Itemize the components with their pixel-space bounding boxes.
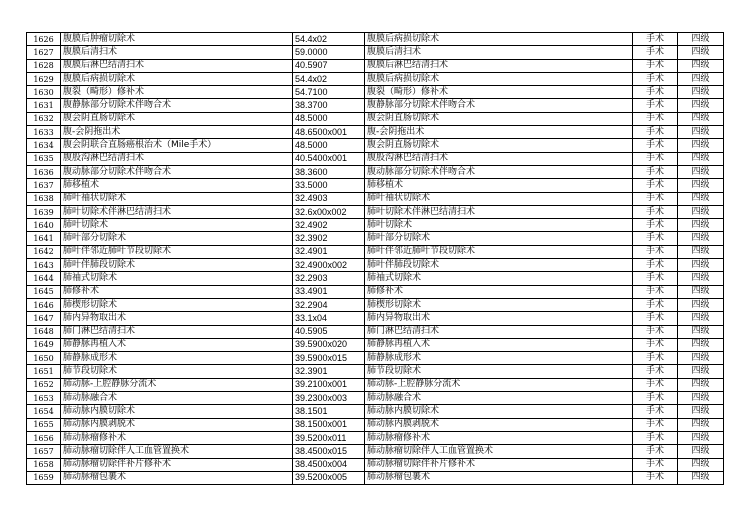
row-number-cell: 1629: [27, 72, 61, 85]
table-row: [27, 33, 724, 46]
procedure-level-cell: 四级: [678, 46, 724, 59]
procedure-type-cell: 手术: [633, 312, 678, 325]
procedure-level-cell: 四级: [678, 192, 724, 205]
table-row: [27, 59, 724, 72]
procedure-code-cell: 32.4903: [293, 192, 365, 205]
row-number-cell: 1647: [27, 312, 61, 325]
row-number-cell: 1631: [27, 99, 61, 112]
procedure-type-cell: 手术: [633, 205, 678, 218]
procedure-name-cell: 肺动脉内膜切除术: [61, 405, 293, 418]
procedure-name-cell: 腹膜后肿瘤切除术: [61, 33, 293, 46]
procedure-type-cell: 手术: [633, 192, 678, 205]
procedure-type-cell: 手术: [633, 352, 678, 365]
procedure-name-cell: 腹股沟淋巴结清扫术: [61, 152, 293, 165]
procedure-type-cell: 手术: [633, 431, 678, 444]
procedure-code-cell: 54.7100: [293, 86, 365, 99]
mapped-procedure-name-cell: 肺动脉瘤修补术: [365, 431, 633, 444]
row-number-cell: 1651: [27, 365, 61, 378]
procedure-name-cell: 肺静脉成形术: [61, 352, 293, 365]
table-row: [27, 285, 724, 298]
procedure-code-cell: 39.2100x001: [293, 378, 365, 391]
mapped-procedure-name-cell: 腹动脉部分切除术伴吻合术: [365, 165, 633, 178]
procedure-name-cell: 肺楔形切除术: [61, 298, 293, 311]
table-row: [27, 431, 724, 444]
procedure-type-cell: 手术: [633, 338, 678, 351]
table-row: [27, 72, 724, 85]
procedure-type-cell: 手术: [633, 245, 678, 258]
procedure-level-cell: 四级: [678, 232, 724, 245]
procedure-level-cell: 四级: [678, 152, 724, 165]
procedure-name-cell: 肺动脉融合术: [61, 392, 293, 405]
table-row: [27, 259, 724, 272]
row-number-cell: 1649: [27, 338, 61, 351]
mapped-procedure-name-cell: 肺修补术: [365, 285, 633, 298]
procedure-code-cell: 32.2903: [293, 272, 365, 285]
table-row: [27, 405, 724, 418]
row-number-cell: 1641: [27, 232, 61, 245]
row-number-cell: 1639: [27, 205, 61, 218]
procedure-code-cell: 32.4901: [293, 245, 365, 258]
procedure-name-cell: 腹会阴直肠切除术: [61, 112, 293, 125]
procedure-type-cell: 手术: [633, 152, 678, 165]
row-number-cell: 1628: [27, 59, 61, 72]
procedure-name-cell: 肺叶伴肺段切除术: [61, 259, 293, 272]
procedure-type-cell: 手术: [633, 325, 678, 338]
mapped-procedure-name-cell: 肺楔形切除术: [365, 298, 633, 311]
table-row: [27, 152, 724, 165]
mapped-procedure-name-cell: 肺动脉瘤切除伴人工血管置换术: [365, 445, 633, 458]
row-number-cell: 1635: [27, 152, 61, 165]
procedure-table-body: [27, 33, 724, 485]
procedure-name-cell: 肺门淋巴结清扫术: [61, 325, 293, 338]
procedure-level-cell: 四级: [678, 272, 724, 285]
procedure-code-cell: 38.3600: [293, 165, 365, 178]
procedure-code-cell: 33.1x04: [293, 312, 365, 325]
table-row: [27, 418, 724, 431]
procedure-level-cell: 四级: [678, 392, 724, 405]
mapped-procedure-name-cell: 肺叶部分切除术: [365, 232, 633, 245]
procedure-name-cell: 肺动脉内膜剥脱术: [61, 418, 293, 431]
row-number-cell: 1650: [27, 352, 61, 365]
procedure-level-cell: 四级: [678, 431, 724, 444]
procedure-type-cell: 手术: [633, 33, 678, 46]
row-number-cell: 1645: [27, 285, 61, 298]
table-row: [27, 179, 724, 192]
table-row: [27, 392, 724, 405]
mapped-procedure-name-cell: 肺门淋巴结清扫术: [365, 325, 633, 338]
procedure-type-cell: 手术: [633, 126, 678, 139]
row-number-cell: 1656: [27, 431, 61, 444]
procedure-level-cell: 四级: [678, 352, 724, 365]
procedure-name-cell: 肺动脉瘤切除伴人工血管置换术: [61, 445, 293, 458]
procedure-name-cell: 肺修补术: [61, 285, 293, 298]
table-row: [27, 46, 724, 59]
procedure-level-cell: 四级: [678, 325, 724, 338]
mapped-procedure-name-cell: 肺叶伴肺段切除术: [365, 259, 633, 272]
mapped-procedure-name-cell: 肺静脉再植入术: [365, 338, 633, 351]
procedure-type-cell: 手术: [633, 99, 678, 112]
table-row: [27, 312, 724, 325]
mapped-procedure-name-cell: 肺内异物取出术: [365, 312, 633, 325]
row-number-cell: 1658: [27, 458, 61, 471]
procedure-name-cell: 肺动脉瘤修补术: [61, 431, 293, 444]
row-number-cell: 1636: [27, 165, 61, 178]
mapped-procedure-name-cell: 肺移植术: [365, 179, 633, 192]
procedure-code-cell: 32.3902: [293, 232, 365, 245]
procedure-type-cell: 手术: [633, 139, 678, 152]
table-row: [27, 126, 724, 139]
row-number-cell: 1626: [27, 33, 61, 46]
procedure-name-cell: 肺动脉瘤切除伴补片修补术: [61, 458, 293, 471]
procedure-type-cell: 手术: [633, 259, 678, 272]
procedure-name-cell: 肺移植术: [61, 179, 293, 192]
table-row: [27, 219, 724, 232]
row-number-cell: 1634: [27, 139, 61, 152]
procedure-code-cell: 39.5200x005: [293, 471, 365, 484]
table-row: [27, 99, 724, 112]
row-number-cell: 1632: [27, 112, 61, 125]
table-row: [27, 232, 724, 245]
table-row: [27, 245, 724, 258]
mapped-procedure-name-cell: 腹股沟淋巴结清扫术: [365, 152, 633, 165]
procedure-level-cell: 四级: [678, 458, 724, 471]
procedure-code-cell: 59.0000: [293, 46, 365, 59]
procedure-code-cell: 33.4901: [293, 285, 365, 298]
table-row: [27, 471, 724, 484]
procedure-level-cell: 四级: [678, 418, 724, 431]
procedure-name-cell: 腹动脉部分切除术伴吻合术: [61, 165, 293, 178]
procedure-code-cell: 39.5900x015: [293, 352, 365, 365]
mapped-procedure-name-cell: 腹裂（畸形）修补术: [365, 86, 633, 99]
mapped-procedure-name-cell: 腹膜后病损切除术: [365, 33, 633, 46]
row-number-cell: 1657: [27, 445, 61, 458]
procedure-type-cell: 手术: [633, 458, 678, 471]
procedure-type-cell: 手术: [633, 219, 678, 232]
row-number-cell: 1640: [27, 219, 61, 232]
procedure-type-cell: 手术: [633, 285, 678, 298]
row-number-cell: 1659: [27, 471, 61, 484]
procedure-level-cell: 四级: [678, 245, 724, 258]
row-number-cell: 1654: [27, 405, 61, 418]
procedure-type-cell: 手术: [633, 59, 678, 72]
mapped-procedure-name-cell: 肺动脉瘤包裹术: [365, 471, 633, 484]
mapped-procedure-name-cell: 腹膜后病损切除术: [365, 72, 633, 85]
procedure-level-cell: 四级: [678, 378, 724, 391]
mapped-procedure-name-cell: 腹膜后清扫术: [365, 46, 633, 59]
mapped-procedure-name-cell: 肺动脉融合术: [365, 392, 633, 405]
procedure-type-cell: 手术: [633, 445, 678, 458]
mapped-procedure-name-cell: 肺叶伴邻近肺叶节段切除术: [365, 245, 633, 258]
table-row: [27, 445, 724, 458]
procedure-code-cell: 38.1501: [293, 405, 365, 418]
mapped-procedure-name-cell: 腹会阴直肠切除术: [365, 112, 633, 125]
procedure-type-cell: 手术: [633, 365, 678, 378]
procedure-name-cell: 肺叶切除术伴淋巴结清扫术: [61, 205, 293, 218]
procedure-level-cell: 四级: [678, 179, 724, 192]
procedure-name-cell: 肺节段切除术: [61, 365, 293, 378]
mapped-procedure-name-cell: 腹静脉部分切除术伴吻合术: [365, 99, 633, 112]
procedure-type-cell: 手术: [633, 46, 678, 59]
procedure-name-cell: 肺静脉再植入术: [61, 338, 293, 351]
procedure-table: [26, 32, 724, 485]
procedure-level-cell: 四级: [678, 312, 724, 325]
row-number-cell: 1648: [27, 325, 61, 338]
mapped-procedure-name-cell: 肺叶切除术伴淋巴结清扫术: [365, 205, 633, 218]
procedure-name-cell: 腹静脉部分切除术伴吻合术: [61, 99, 293, 112]
mapped-procedure-name-cell: 腹膜后淋巴结清扫术: [365, 59, 633, 72]
row-number-cell: 1653: [27, 392, 61, 405]
procedure-level-cell: 四级: [678, 139, 724, 152]
table-row: [27, 165, 724, 178]
procedure-type-cell: 手术: [633, 471, 678, 484]
procedure-name-cell: 腹-会阴拖出术: [61, 126, 293, 139]
table-row: [27, 205, 724, 218]
procedure-type-cell: 手术: [633, 392, 678, 405]
mapped-procedure-name-cell: 肺动脉-上腔静脉分流术: [365, 378, 633, 391]
procedure-type-cell: 手术: [633, 165, 678, 178]
table-row: [27, 298, 724, 311]
procedure-level-cell: 四级: [678, 405, 724, 418]
table-row: [27, 365, 724, 378]
procedure-code-cell: 39.5200x011: [293, 431, 365, 444]
procedure-type-cell: 手术: [633, 112, 678, 125]
procedure-type-cell: 手术: [633, 179, 678, 192]
mapped-procedure-name-cell: 肺动脉瘤切除伴补片修补术: [365, 458, 633, 471]
procedure-level-cell: 四级: [678, 112, 724, 125]
mapped-procedure-name-cell: 肺动脉内膜剥脱术: [365, 418, 633, 431]
table-row: [27, 458, 724, 471]
procedure-code-cell: 39.2300x003: [293, 392, 365, 405]
table-row: [27, 192, 724, 205]
procedure-code-cell: 48.6500x001: [293, 126, 365, 139]
procedure-type-cell: 手术: [633, 378, 678, 391]
procedure-name-cell: 腹裂（畸形）修补术: [61, 86, 293, 99]
row-number-cell: 1655: [27, 418, 61, 431]
procedure-type-cell: 手术: [633, 405, 678, 418]
procedure-type-cell: 手术: [633, 272, 678, 285]
procedure-name-cell: 肺动脉瘤包裹术: [61, 471, 293, 484]
procedure-name-cell: 肺叶部分切除术: [61, 232, 293, 245]
mapped-procedure-name-cell: 肺动脉内膜切除术: [365, 405, 633, 418]
procedure-code-cell: 38.1500x001: [293, 418, 365, 431]
mapped-procedure-name-cell: 肺叶切除术: [365, 219, 633, 232]
procedure-level-cell: 四级: [678, 365, 724, 378]
row-number-cell: 1637: [27, 179, 61, 192]
procedure-name-cell: 肺叶切除术: [61, 219, 293, 232]
procedure-code-cell: 32.4902: [293, 219, 365, 232]
procedure-type-cell: 手术: [633, 298, 678, 311]
procedure-code-cell: 38.4500x015: [293, 445, 365, 458]
procedure-level-cell: 四级: [678, 338, 724, 351]
procedure-type-cell: 手术: [633, 232, 678, 245]
procedure-level-cell: 四级: [678, 165, 724, 178]
row-number-cell: 1642: [27, 245, 61, 258]
row-number-cell: 1627: [27, 46, 61, 59]
row-number-cell: 1646: [27, 298, 61, 311]
procedure-code-cell: 54.4x02: [293, 33, 365, 46]
procedure-level-cell: 四级: [678, 219, 724, 232]
row-number-cell: 1643: [27, 259, 61, 272]
procedure-code-cell: 32.6x00x002: [293, 205, 365, 218]
procedure-level-cell: 四级: [678, 205, 724, 218]
procedure-level-cell: 四级: [678, 126, 724, 139]
mapped-procedure-name-cell: 肺袖式切除术: [365, 272, 633, 285]
procedure-type-cell: 手术: [633, 418, 678, 431]
row-number-cell: 1644: [27, 272, 61, 285]
procedure-code-cell: 40.5907: [293, 59, 365, 72]
row-number-cell: 1652: [27, 378, 61, 391]
procedure-name-cell: 肺内异物取出术: [61, 312, 293, 325]
procedure-name-cell: 肺袖式切除术: [61, 272, 293, 285]
procedure-level-cell: 四级: [678, 298, 724, 311]
table-row: [27, 272, 724, 285]
procedure-code-cell: 32.2904: [293, 298, 365, 311]
procedure-code-cell: 32.4900x002: [293, 259, 365, 272]
row-number-cell: 1630: [27, 86, 61, 99]
procedure-level-cell: 四级: [678, 259, 724, 272]
procedure-code-cell: 39.5900x020: [293, 338, 365, 351]
table-row: [27, 86, 724, 99]
procedure-code-cell: 54.4x02: [293, 72, 365, 85]
procedure-name-cell: 腹会阴联合直肠癌根治术（Mile手术）: [61, 139, 293, 152]
procedure-code-cell: 48.5000: [293, 112, 365, 125]
table-row: [27, 325, 724, 338]
procedure-level-cell: 四级: [678, 59, 724, 72]
procedure-level-cell: 四级: [678, 285, 724, 298]
table-row: [27, 352, 724, 365]
procedure-name-cell: 肺叶袖状切除术: [61, 192, 293, 205]
procedure-code-cell: 48.5000: [293, 139, 365, 152]
procedure-name-cell: 腹膜后清扫术: [61, 46, 293, 59]
procedure-code-cell: 38.4500x004: [293, 458, 365, 471]
procedure-level-cell: 四级: [678, 33, 724, 46]
procedure-level-cell: 四级: [678, 72, 724, 85]
mapped-procedure-name-cell: 肺叶袖状切除术: [365, 192, 633, 205]
procedure-level-cell: 四级: [678, 445, 724, 458]
mapped-procedure-name-cell: 腹-会阴拖出术: [365, 126, 633, 139]
procedure-level-cell: 四级: [678, 86, 724, 99]
mapped-procedure-name-cell: 肺节段切除术: [365, 365, 633, 378]
procedure-code-cell: 33.5000: [293, 179, 365, 192]
procedure-code-cell: 38.3700: [293, 99, 365, 112]
table-row: [27, 378, 724, 391]
mapped-procedure-name-cell: 肺静脉成形术: [365, 352, 633, 365]
table-row: [27, 338, 724, 351]
row-number-cell: 1638: [27, 192, 61, 205]
procedure-type-cell: 手术: [633, 86, 678, 99]
procedure-type-cell: 手术: [633, 72, 678, 85]
table-row: [27, 112, 724, 125]
procedure-code-cell: 40.5400x001: [293, 152, 365, 165]
procedure-name-cell: 腹膜后病损切除术: [61, 72, 293, 85]
procedure-code-cell: 32.3901: [293, 365, 365, 378]
procedure-name-cell: 肺动脉-上腔静脉分流术: [61, 378, 293, 391]
procedure-level-cell: 四级: [678, 99, 724, 112]
row-number-cell: 1633: [27, 126, 61, 139]
table-row: [27, 139, 724, 152]
procedure-name-cell: 肺叶伴邻近肺叶节段切除术: [61, 245, 293, 258]
procedure-code-cell: 40.5905: [293, 325, 365, 338]
mapped-procedure-name-cell: 腹会阴直肠切除术: [365, 139, 633, 152]
procedure-level-cell: 四级: [678, 471, 724, 484]
procedure-name-cell: 腹膜后淋巴结清扫术: [61, 59, 293, 72]
